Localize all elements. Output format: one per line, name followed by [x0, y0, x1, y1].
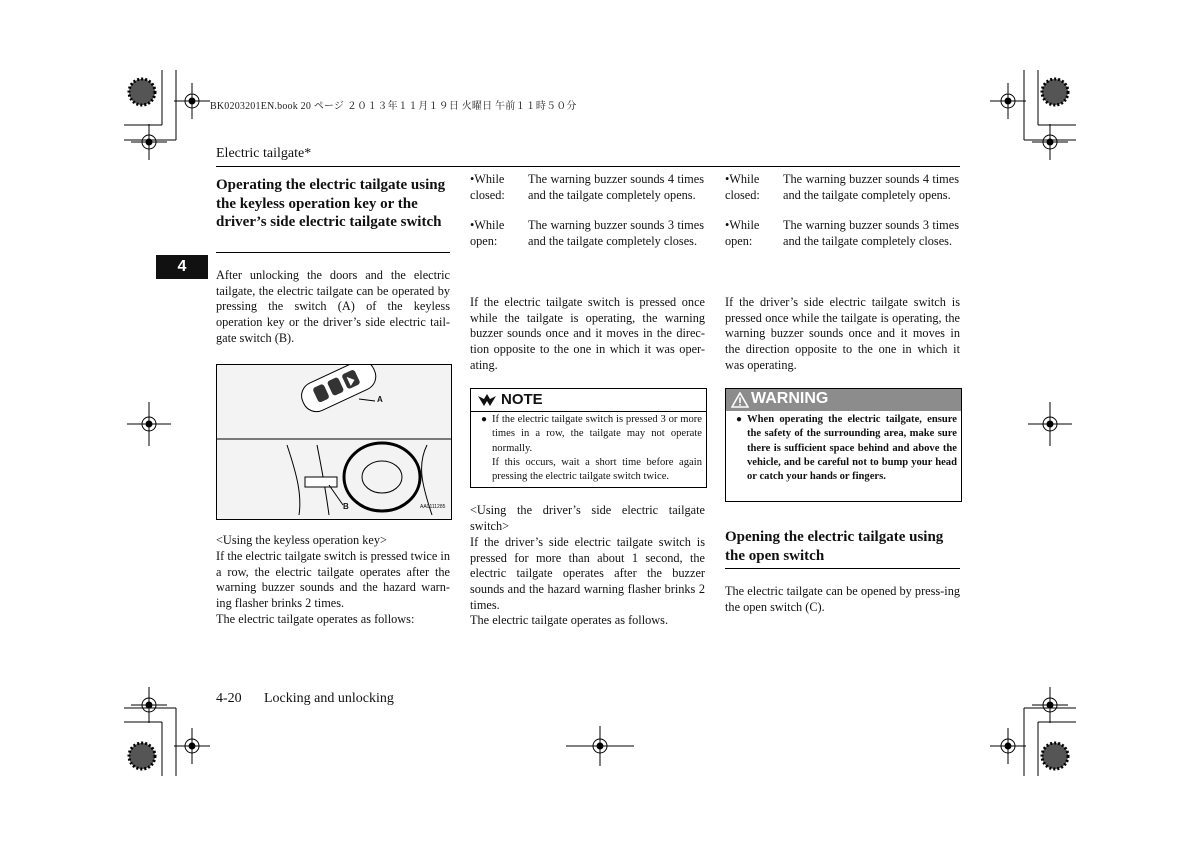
- row-value: The warning buzzer sounds 3 times and the tailgate completely closes.: [783, 218, 959, 248]
- while-open-row: [725, 218, 960, 266]
- page-number: 4-20: [216, 691, 242, 706]
- row-key-1: •While: [725, 172, 760, 186]
- figure-illustration: [217, 365, 451, 519]
- row-key-2: open:: [470, 233, 498, 248]
- heading-rule: [216, 252, 450, 253]
- while-closed-row: [470, 172, 705, 220]
- note-text-2: If this occurs, wait a short time before again pressing the electric tailgate switch twice.: [492, 457, 702, 483]
- warning-box: [725, 388, 962, 502]
- col2-top-rule: [470, 166, 705, 167]
- section-title: Electric tailgate*: [216, 146, 312, 161]
- row-key-2: closed:: [725, 187, 760, 202]
- driver-pressed-once-paragraph: If the driver’s side electric tailgate switch is pressed once while the tailgate is operating, the warning buzzer sounds once and it moves in the direction opposite to the one in which it was operating.: [725, 295, 960, 372]
- print-file-line: BK0203201EN.book 20 ページ ２０１３年１１月１９日 火曜日 午前１１時５０分: [210, 101, 577, 112]
- row-value: The warning buzzer sounds 3 times and the tailgate completely closes.: [528, 218, 704, 248]
- bullet-icon: ●: [481, 414, 488, 425]
- row-value: The warning buzzer sounds 4 times and the tailgate completely opens.: [783, 172, 959, 202]
- warning-text: When operating the electric tailgate, ensure the safety of the surrounding area, make sure there is sufficient space behind and above the vehicle, and be careful not to bump your head or catch your hands or fingers.: [747, 414, 957, 483]
- row-key-1: •While: [470, 218, 505, 232]
- pressed-once-paragraph: If the electric tailgate switch is pressed once while the tailgate is operating, the warning buzzer sounds once and it moves in the direc-tion opposite to the one in which it was oper-ating.: [470, 295, 705, 372]
- open-switch-body: The electric tailgate can be opened by press-ing the open switch (C).: [725, 584, 960, 614]
- note-header: [471, 389, 706, 412]
- chapter-tab: 4: [156, 255, 208, 279]
- while-closed-row: [725, 172, 960, 220]
- driver-switch-body: If the driver’s side electric tailgate switch is pressed for more than about 1 second, the electric tailgate operates after the buzzer sounds and the hazard warning flasher brinks 2 times.: [470, 535, 705, 612]
- figure-label-b: B: [343, 502, 349, 511]
- row-key-1: •While: [725, 218, 760, 232]
- note-title: NOTE: [501, 391, 543, 408]
- row-key-2: closed:: [470, 187, 505, 202]
- row-key-1: •While: [470, 172, 505, 186]
- row-value: The warning buzzer sounds 4 times and the tailgate completely opens.: [528, 172, 704, 202]
- heading-keyless-operation: Operating the electric tailgate using the keyless operation key or the driver’s side electric tailgate switch: [216, 177, 446, 230]
- warning-triangle-icon: [731, 392, 749, 408]
- key-and-switch-figure: [216, 364, 452, 520]
- warning-header: [726, 389, 961, 411]
- bullet-icon: ●: [736, 414, 743, 425]
- intro-paragraph: After unlocking the doors and the electric tailgate, the electric tailgate can be operated by pressing the switch (A) of the keyless operation key or the driver’s side electric tail-gate switch (B).: [216, 268, 450, 345]
- footer-section: Locking and unlocking: [264, 691, 394, 706]
- subhead-keyless: <Using the keyless operation key>: [216, 533, 387, 547]
- while-open-row: [470, 218, 705, 266]
- heading-open-switch: Opening the electric tailgate using the open switch: [725, 529, 944, 564]
- row-key-2: open:: [725, 233, 753, 248]
- figure-label-a: A: [377, 395, 383, 404]
- operates-as-follows: The electric tailgate operates as follows:: [216, 612, 415, 626]
- note-icon: [477, 392, 497, 408]
- figure-code: AA0111285: [420, 504, 446, 510]
- warning-title: WARNING: [751, 390, 829, 407]
- note-box: [470, 388, 707, 488]
- subhead-driver-switch: <Using the driver’s side electric tailgate switch>: [470, 503, 705, 533]
- operates-as-follows-2: The electric tailgate operates as follows.: [470, 613, 669, 627]
- heading-rule-2: [725, 568, 960, 569]
- keyless-body: If the electric tailgate switch is pressed twice in a row, the electric tailgate operates after the warning buzzer sounds and the hazard warn-ing flasher brinks 2 times.: [216, 549, 450, 611]
- note-text-1: If the electric tailgate switch is pressed 3 or more times in a row, the tailgate may not operate normally.: [492, 414, 702, 454]
